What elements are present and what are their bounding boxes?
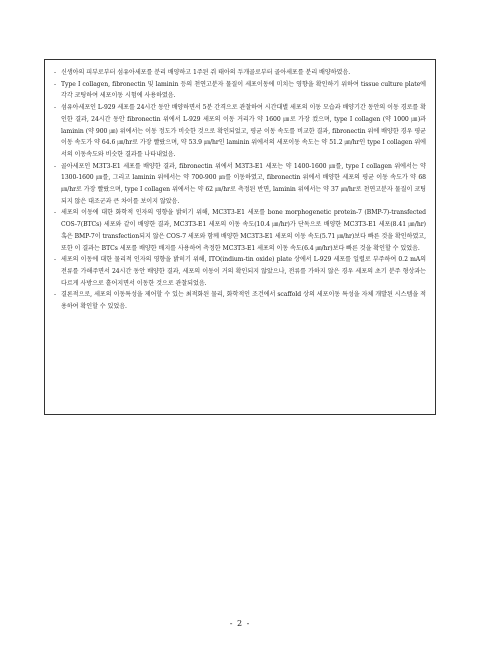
list-item	[54, 289, 426, 312]
bullet: -	[54, 69, 57, 76]
list-item-text: Type I collagen, fibronectin 및 laminin 등의 천연고분자 물질이 세포이동에 미치는 영향을 확인하기 위하여 tissue culture plate에 각각 코팅하여 세포이동 시험에 사용하였음.	[61, 80, 426, 100]
list-item-text: 신생아의 피부로부터 섬유아세포를 분리 배양하고 1주된 쥐 태아의 두개골로부터 골아세포를 분리 배양하였음.	[61, 69, 351, 76]
list-item-text: 골아세포인 M3T3-E1 세포를 배양한 결과, fibronectin 위에서 M3T3-E1 세포는 약 1400-1600 ㎛를, type I collagen 위에서는 약 1300-1600 ㎛를, 그리고 laminin 위에서는 약 700-900 ㎛를 이동하였고, fibronectin 위에서 배양한 세포의 평균 이동 속도가 약 68 ㎛/hr로 가장 빨랐으며, type I collagen 위에서는 약 62 ㎛/hr로 측정된 반면, laminin 위에서는 약 37 ㎛/hr로 천연고분자 물질이 코팅되지 않은 대조군과 큰 차이를 보이지 않았음.	[61, 162, 426, 205]
list-item-text: 결론적으로, 세포의 이동특성을 제어할 수 있는 최적화된 물리, 화학적인 조건에서 scaffold 상의 세포이동 특성을 자체 개발된 시스템을 적용하여 확인할 수 있었음.	[61, 291, 426, 311]
bullet: -	[54, 162, 57, 170]
list-item	[54, 207, 426, 254]
bullet: -	[54, 80, 57, 88]
bullet: -	[54, 104, 57, 112]
list-item	[54, 254, 426, 289]
list-item-text: 세포의 이동에 대한 화학적 인자의 영향을 밝히기 위해, MC3T3-E1 세포를 bone morphogenetic protein-7 (BMP-7)-transfected COS-7(BTCs) 세포와 같이 배양한 결과, MC3T3-E1 세포의 이동 속도(10.4 ㎛/hr)가 단독으로 배양한 MC3T3-E1 세포(8.41 ㎛/hr) 혹은 BMP-7이 transfection되지 않은 COS-7 세포와 함께 배양한 MC3T3-E1 세포의 이동 속도(5.71 ㎛/hr)보다 빠른 것을 확인하였고, 또한 이 결과는 BTCs 세포를 배양한 배지를 사용하여 측정한 MC3T3-E1 세포의 이동 속도(6.4 ㎛/hr)보다 빠른 것을 확인할 수 있었음.	[61, 209, 426, 252]
list-item	[54, 102, 426, 161]
bullet: -	[54, 291, 57, 299]
summary-box	[44, 59, 436, 415]
bullet: -	[54, 256, 57, 264]
list-item-text: 섬유아세포인 L-929 세포를 24시간 동안 배양하면서 5분 간격으로 관찰하여 시간대별 세포의 이동 모습과 배양기간 동안의 이동 경로를 확인한 결과, 24시간 동안 fibronectin 위에서 L-929 세포의 이동 거리가 약 1600 ㎛로 가장 컸으며, type I collagen (약 1000 ㎛)과 laminin (약 900 ㎛) 위에서는 이동 정도가 비슷한 것으로 확인되었고, 평균 이동 속도를 비교한 결과, fibronectin 위에 배양한 경우 평균 이동 속도가 약 64.6 ㎛/hr로 가장 빨랐으며, 약 53.9 ㎛/hr인 laminin 위에서의 세포이동 속도는 약 51.2 ㎛/hr인 type I collagen 위에서의 이동속도와 비슷한 결과를 나타내었음.	[61, 104, 426, 158]
list-item	[54, 67, 426, 79]
list-item-text: 세포의 이동에 대한 물리적 인자의 영향을 밝히기 위해, ITO(indium-tin oxide) plate 상에서 L-929 세포를 일렬로 부주하여 0.2 mA의 전류를 가해주면서 24시간 동안 배양한 결과, 세포의 이동이 거의 확인되지 않았으나, 전류를 가하지 않은 경우 세포의 초기 분주 형상과는 다르게 사방으로 흩어지면서 이동한 것으로 관찰되었음.	[61, 256, 426, 287]
bullet: -	[54, 209, 57, 217]
list-item	[54, 161, 426, 208]
list-item	[54, 79, 426, 102]
page-number: - 2 -	[229, 619, 251, 628]
